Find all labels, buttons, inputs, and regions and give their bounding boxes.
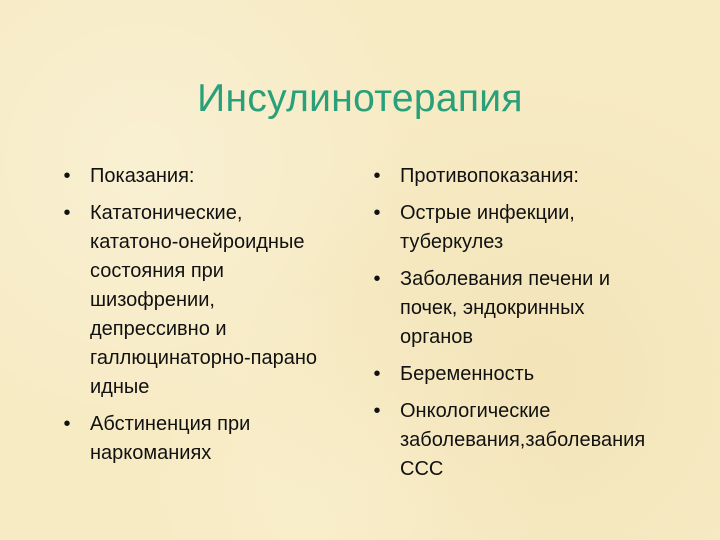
contraindications-list bbox=[368, 162, 678, 492]
list-item-abstinence bbox=[58, 410, 348, 468]
list-item-text: Показания: bbox=[90, 165, 195, 187]
list-item-pregnancy bbox=[368, 360, 678, 389]
list-item-acute-infections bbox=[368, 199, 678, 257]
bullet-icon: • bbox=[373, 202, 381, 224]
bullet-icon: • bbox=[373, 400, 381, 422]
bullet-icon: • bbox=[373, 363, 381, 385]
bullet-icon: • bbox=[63, 413, 71, 435]
list-item-text: Кататонические, кататоно-онейроидные состояния при шизофрении, депрессивно и галлюцинаторно-парано идные bbox=[90, 202, 318, 398]
list-item-text: Беременность bbox=[400, 363, 535, 385]
list-item-oncology bbox=[368, 397, 678, 484]
bullet-icon: • bbox=[373, 268, 381, 290]
list-item-catatonic-states bbox=[58, 199, 348, 402]
list-item-contraindications-header bbox=[368, 162, 678, 191]
list-item-text: Онкологические заболевания,заболевания ССС bbox=[400, 400, 646, 480]
list-item-text: Острые инфекции, туберкулез bbox=[400, 202, 575, 253]
list-item-organ-diseases bbox=[368, 265, 678, 352]
list-item-text: Противопоказания: bbox=[400, 165, 579, 187]
list-item-text: Заболевания печени и почек, эндокринных органов bbox=[400, 268, 611, 348]
indications-list bbox=[58, 162, 348, 476]
slide-title: Инсулинотерапия bbox=[197, 77, 523, 120]
bullet-icon: • bbox=[63, 202, 71, 224]
bullet-icon: • bbox=[373, 165, 381, 187]
bullet-icon: • bbox=[63, 165, 71, 187]
list-item-text: Абстиненция при наркоманиях bbox=[90, 413, 251, 464]
list-item-indications-header bbox=[58, 162, 348, 191]
